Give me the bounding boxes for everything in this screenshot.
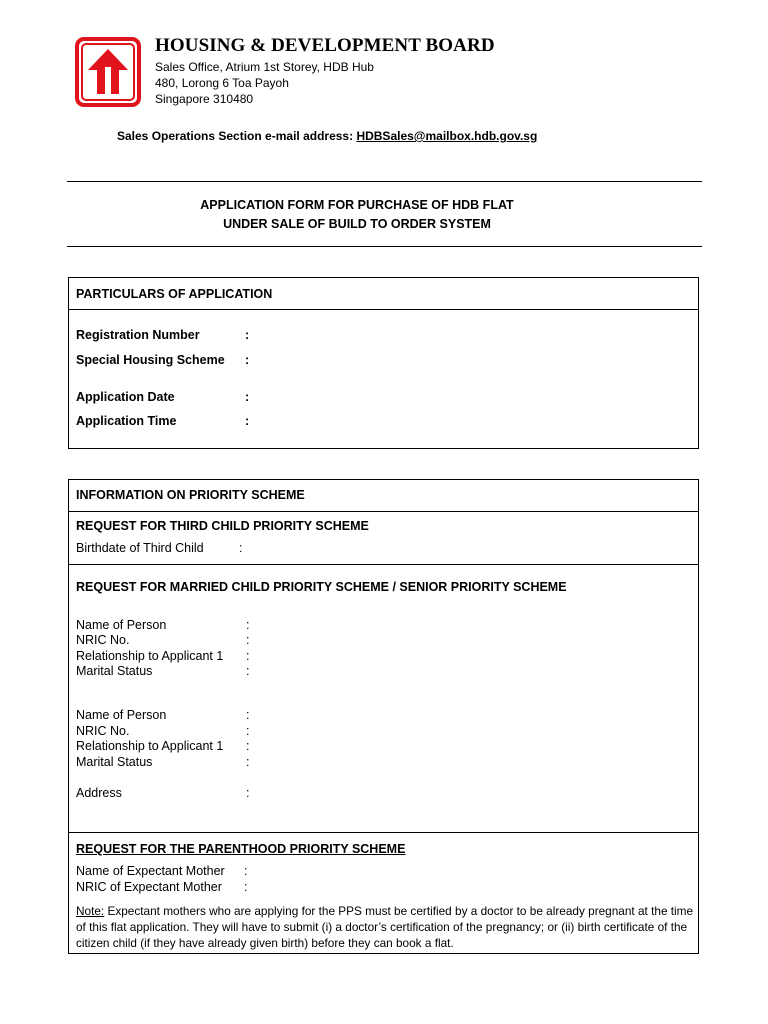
field-colon: : bbox=[246, 755, 250, 769]
form-title bbox=[67, 196, 627, 234]
field-label: Marital Status bbox=[76, 755, 153, 769]
parenthood-note bbox=[76, 903, 696, 951]
field-colon: : bbox=[239, 541, 243, 555]
parenthood-subsection bbox=[69, 833, 698, 953]
section-heading: PARTICULARS OF APPLICATION bbox=[76, 287, 273, 301]
field-colon: : bbox=[246, 708, 250, 722]
field-label: Special Housing Scheme bbox=[76, 353, 225, 367]
field-label: Address bbox=[76, 786, 122, 800]
field-nric bbox=[76, 633, 129, 647]
field-colon: : bbox=[246, 786, 250, 800]
particulars-section bbox=[68, 277, 699, 449]
note-text: Expectant mothers who are applying for the PPS must be certified by a doctor to be already pregnant at the time of this flat application. They will have to submit (i) a doctor’s certification of the pregnancy; or (ii) birth certificate of the citizen child (if they have already given birth) before they can book a flat. bbox=[76, 904, 694, 950]
field-label: Application Time bbox=[76, 414, 177, 428]
field-name-expectant-mother bbox=[76, 864, 225, 878]
field-relationship bbox=[76, 649, 223, 663]
field-label: NRIC No. bbox=[76, 633, 130, 647]
form-title-line-1: APPLICATION FORM FOR PURCHASE OF HDB FLAT bbox=[200, 198, 514, 212]
third-child-subsection bbox=[69, 512, 698, 565]
field-label: Name of Person bbox=[76, 618, 167, 632]
field-application-time bbox=[76, 414, 176, 428]
section-header-row bbox=[69, 480, 698, 512]
field-colon: : bbox=[246, 724, 250, 738]
subsection-heading: REQUEST FOR MARRIED CHILD PRIORITY SCHEME / SENIOR PRIORITY SCHEME bbox=[76, 580, 567, 594]
divider bbox=[67, 181, 702, 182]
note-label: Note: bbox=[76, 904, 105, 918]
field-colon: : bbox=[246, 618, 250, 632]
field-colon: : bbox=[246, 633, 250, 647]
married-child-subsection bbox=[69, 565, 698, 833]
divider bbox=[67, 246, 702, 247]
field-name-of-person bbox=[76, 618, 166, 632]
field-birthdate-third-child bbox=[76, 541, 204, 555]
field-label: Birthdate of Third Child bbox=[76, 541, 204, 555]
field-application-date bbox=[76, 390, 175, 404]
field-colon: : bbox=[246, 739, 250, 753]
field-colon: : bbox=[245, 328, 250, 342]
field-registration-number bbox=[76, 328, 200, 342]
field-label: NRIC No. bbox=[76, 724, 130, 738]
field-colon: : bbox=[245, 390, 250, 404]
field-label: Relationship to Applicant 1 bbox=[76, 739, 224, 753]
field-nric bbox=[76, 724, 129, 738]
field-relationship bbox=[76, 739, 223, 753]
field-label: Application Date bbox=[76, 390, 175, 404]
field-colon: : bbox=[244, 864, 248, 878]
organization-name: HOUSING & DEVELOPMENT BOARD bbox=[155, 35, 495, 56]
field-label: Marital Status bbox=[76, 664, 153, 678]
email-label: Sales Operations Section e-mail address: bbox=[117, 129, 354, 143]
field-name-of-person bbox=[76, 708, 166, 722]
priority-scheme-section bbox=[68, 479, 699, 954]
field-label: Relationship to Applicant 1 bbox=[76, 649, 224, 663]
field-nric-expectant-mother bbox=[76, 880, 222, 894]
field-label: NRIC of Expectant Mother bbox=[76, 880, 222, 894]
form-title-line-2: UNDER SALE OF BUILD TO ORDER SYSTEM bbox=[223, 217, 491, 231]
office-address bbox=[155, 59, 374, 107]
email-line bbox=[117, 129, 537, 143]
hdb-logo bbox=[75, 37, 141, 107]
section-header-row bbox=[69, 278, 698, 310]
email-link[interactable]: HDBSales@mailbox.hdb.gov.sg bbox=[356, 129, 538, 143]
field-address bbox=[76, 786, 122, 800]
subsection-heading: REQUEST FOR THIRD CHILD PRIORITY SCHEME bbox=[76, 519, 369, 533]
field-colon: : bbox=[246, 649, 250, 663]
subsection-heading: REQUEST FOR THE PARENTHOOD PRIORITY SCHEME bbox=[76, 842, 406, 856]
field-marital-status bbox=[76, 664, 152, 678]
field-colon: : bbox=[245, 353, 250, 367]
field-marital-status bbox=[76, 755, 152, 769]
address-line: Singapore 310480 bbox=[155, 92, 254, 106]
field-colon: : bbox=[246, 664, 250, 678]
address-line: 480, Lorong 6 Toa Payoh bbox=[155, 76, 289, 90]
field-special-housing-scheme bbox=[76, 353, 225, 367]
field-label: Registration Number bbox=[76, 328, 200, 342]
field-label: Name of Person bbox=[76, 708, 167, 722]
field-colon: : bbox=[244, 880, 248, 894]
field-label: Name of Expectant Mother bbox=[76, 864, 225, 878]
section-heading: INFORMATION ON PRIORITY SCHEME bbox=[76, 488, 305, 502]
field-colon: : bbox=[245, 414, 250, 428]
address-line: Sales Office, Atrium 1st Storey, HDB Hub bbox=[155, 60, 374, 74]
